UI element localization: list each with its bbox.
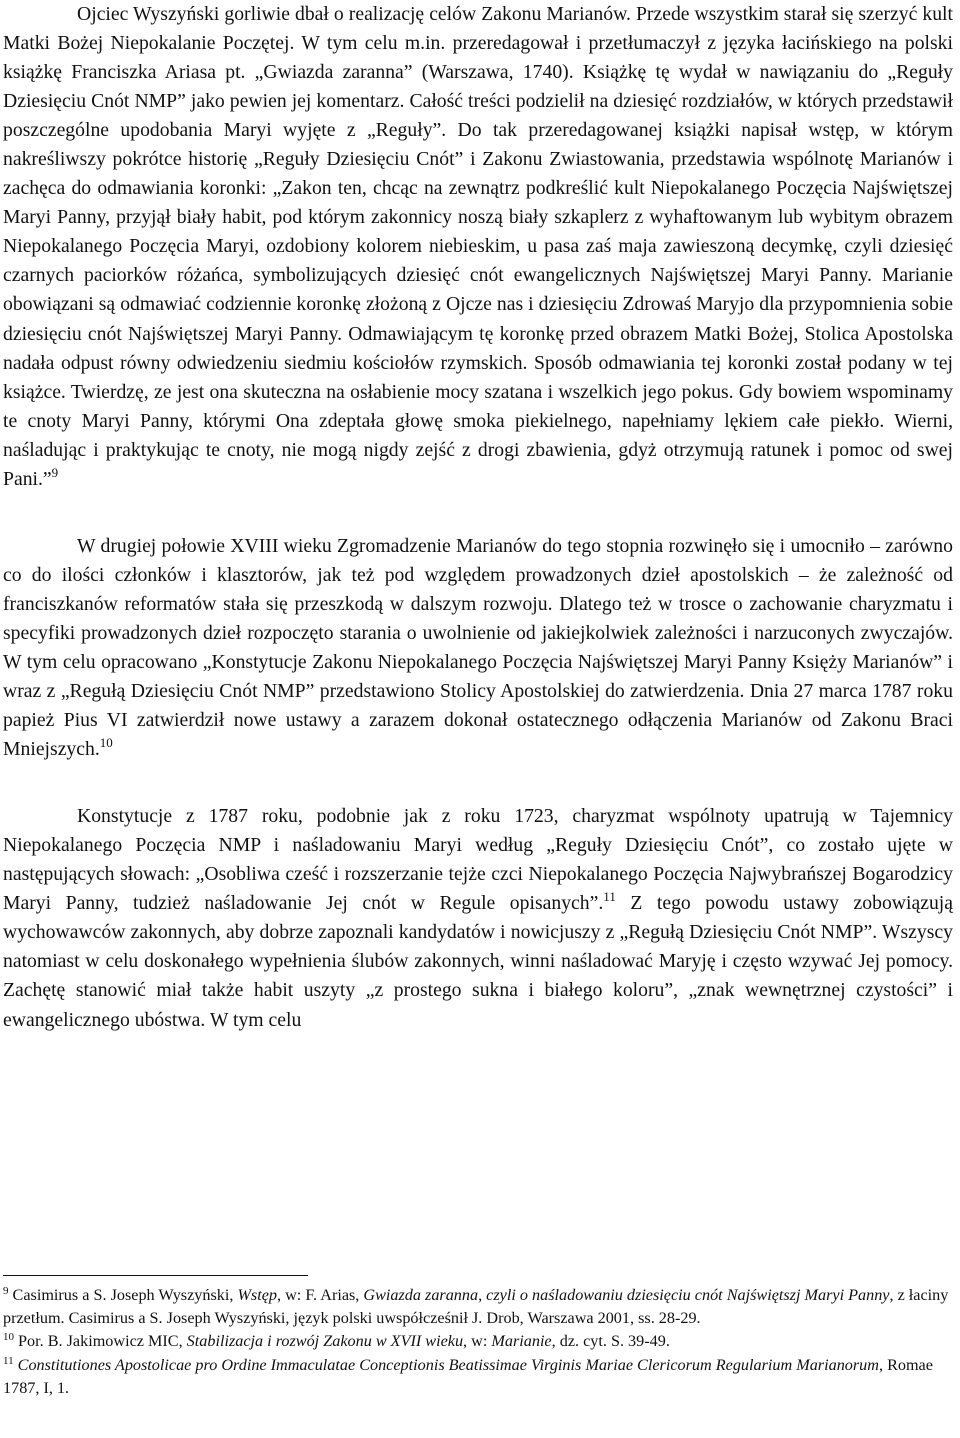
paragraph-3	[3, 802, 953, 1034]
paragraph-1	[3, 0, 953, 494]
paragraph-text: Z tego powodu ustawy zobowiązują wychowawców zakonnych, aby dobrze zapoznali kandydatów i nowicjuszy z „Regułą Dziesięciu Cnót NMP”. Wszyscy natomiast w celu doskonałego wypełnienia ślubów zakonnych, winni naśladować Maryję i często wzywać Jej pomocy. Zachętę stanowić miał także habit uszyty „z prostego sukna i białego koloru”, „znak wewnętrznej czystości” i ewangelicznego ubóstwa. W tym celu	[3, 892, 954, 1031]
footnote-text: Por. B. Jakimowicz MIC,	[18, 1332, 183, 1351]
footnote-number: 9	[3, 1285, 9, 1297]
footnote-text: , w: F. Arias,	[277, 1286, 360, 1304]
footnote-title: Stabilizacja i rozwój Zakonu w XVII wieku	[186, 1332, 464, 1351]
paragraph-text: Ojciec Wyszyński gorliwie dbał o realizację celów Zakonu Marianów. Przede wszystkim starał się szerzyć kult Matki Bożej Niepokalanie Poczętej. W tym celu m.in. przeredagował i przetłumaczył z języka łacińskiego na polski książkę Franciszka Ariasa pt. „Gwiazda zaranna” (Warszawa, 1740). Książkę tę wydał w nawiązaniu do „Reguły Dziesięciu Cnót NMP” jako pewien jej komentarz. Całość treści podzielił na dziesięć rozdziałów, w których przedstawił poszczególne upodobania Maryi wyjęte z „Reguły”. Do tak przeredagowanej książki napisał wstęp, w którym nakreśliwszy pokrótce historię „Reguły Dziesięciu Cnót” i Zakonu Zwiastowania, przedstawia wspólnotę Marianów i zachęca do odmawiania koronki: „Zakon ten, chcąc na zewnątrz podkreślić kult Niepokalanego Poczęcia Najświętszej Maryi Panny, przyjął biały habit, pod którym zakonnicy noszą biały szkaplerz z wyhaftowanym lub wybitym obrazem Niepokalanego Poczęcia Maryi, ozdobiony kolorem niebieskim, u pasa zaś maja zawieszoną decymkę, czyli dziesięć czarnych paciorków różańca, symbolizujących dziesięć cnót ewangelicznych Najświętszej Maryi Panny. Marianie obowiązani są odmawiać codziennie koronkę złożoną z Ojcze nas i dziesięciu Zdrowaś Maryjo dla przypomnienia sobie dziesięciu cnót Najświętszej Maryi Panny. Odmawiającym tę koronkę przed obrazem Matki Bożej, Stolica Apostolska nadała odpust równy odwiedzeniu siedmiu kościołów rzymskich. Sposób odmawiania tej koronki został podany w tej książce. Twierdzę, ze jest ona skuteczna na osłabienie mocy szatana i wszelkich jego pokus. Gdy bowiem wspominamy te cnoty Maryi Panny, którymi Ona zdeptała głowę smoka piekielnego, napełniamy lękiem całe piekło. Wierni, naśladując i praktykując te cnoty, nie mogą nigdy zejść z drogi zbawienia, gdyż otrzymują ratunek i pomoc od swej Pani.”	[3, 3, 953, 490]
paragraph-text: W drugiej połowie XVIII wieku Zgromadzenie Marianów do tego stopnia rozwinęło się i umocniło – zarówno co do ilości członków i klasztorów, jak też pod względem prowadzonych dzieł apostolskich – że zależność od franciszkanów reformatów stała się przeszkodą w dalszym rozwoju. Dlatego też w trosce o zachowanie charyzmatu i specyfiki prowadzonych dzieł rozpoczęto starania o uwolnienie od jakiejkolwiek zależności i narzuconych zwyczajów. W tym celu opracowano „Konstytucje Zakonu Niepokalanego Poczęcia Najświętszej Maryi Panny Księży Marianów” i wraz z „Regułą Dziesięciu Cnót NMP” przedstawiono Stolicy Apostolskiej do zatwierdzenia. Dnia 27 marca 1787 roku papież Pius VI zatwierdził nowe ustawy a zarazem dokonał ostatecznego odłączenia Marianów od Zakonu Braci Mniejszych.	[3, 534, 953, 761]
footnote-10	[3, 1330, 953, 1353]
footnote-ref[interactable]: 9	[51, 464, 59, 480]
footnote-text: , dz. cyt. S. 39-49.	[551, 1332, 670, 1351]
footnote-text: , Romae 1787, I, 1.	[3, 1355, 933, 1397]
paragraph-spacer	[3, 494, 953, 532]
footnote-title: Constitutiones Apostolicae pro Ordine Immaculatae Conceptionis Beatissimae Virginis Mariae Clericorum Regularium Marianorum	[17, 1355, 879, 1374]
footnote-title: Marianie	[491, 1332, 552, 1351]
footnote-text: Casimirus a S. Joseph Wyszyński,	[12, 1286, 234, 1304]
paragraph-2	[3, 532, 953, 764]
paragraph-text: Konstytucje z 1787 roku, podobnie jak z roku 1723, charyzmat wspólnoty upatrują w Tajemnicy Niepokalanego Poczęcia NMP i naśladowaniu Maryi według „Reguły Dziesięciu Cnót”, co zostało ujęte w następujących słowach: „Osobliwa cześć i rozszerzanie tejże czci Niepokalanego Poczęcia Najwybrańszej Bogarodzicy Maryi Panny, tudzież naśladowanie Jej cnót w Regule opisanych”.	[3, 805, 953, 915]
footnote-title: Gwiazda zaranna, czyli o naśladowaniu dziesięciu cnót Najświętszj Maryi Panny	[363, 1286, 890, 1304]
footnote-11	[3, 1354, 953, 1400]
footnote-text: , w:	[463, 1332, 488, 1351]
footnote-title: Wstęp	[237, 1286, 278, 1304]
footnote-ref[interactable]: 10	[99, 735, 113, 751]
footnote-text: , z łaciny przetłum. Casimirus a S. Joseph Wyszyński, język polski uwspółcześnił J. Drob, Warszawa 2001, ss. 28-29.	[3, 1286, 949, 1328]
footnotes-section	[3, 1275, 953, 1400]
paragraph-spacer	[3, 764, 953, 802]
footnote-number: 11	[3, 1354, 14, 1367]
footnote-divider	[3, 1275, 308, 1276]
footnote-ref[interactable]: 11	[603, 889, 616, 905]
footnote-9	[3, 1284, 953, 1330]
footnote-number: 10	[3, 1331, 14, 1344]
